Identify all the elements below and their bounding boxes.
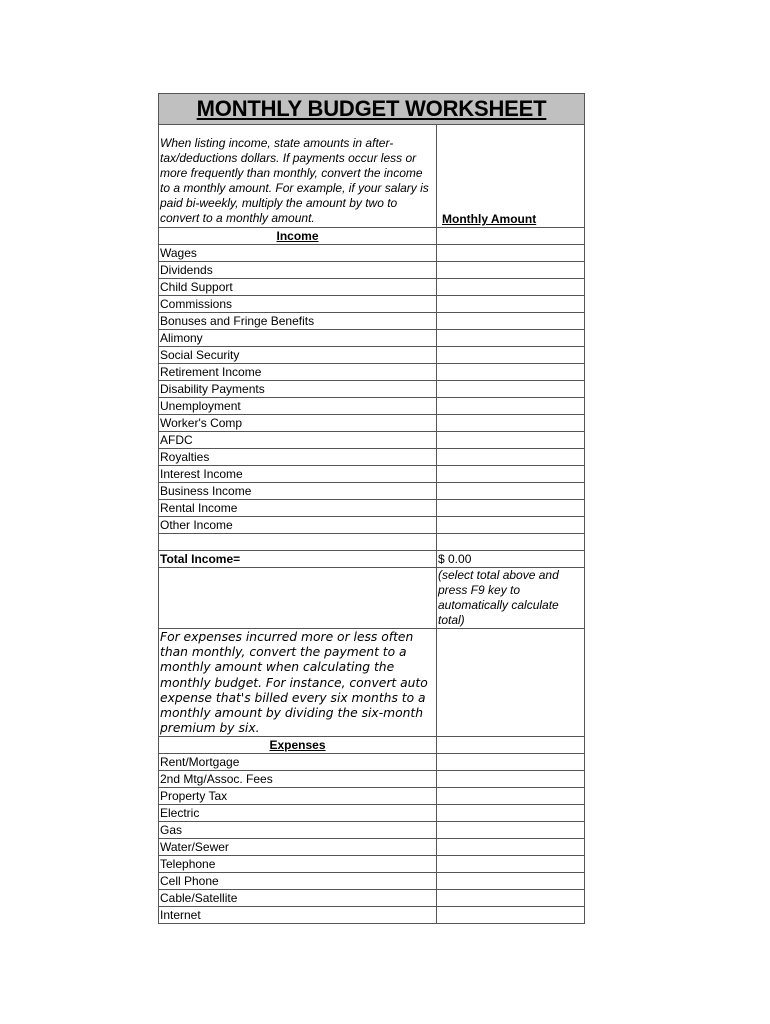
expenses-row-cell-phone [159, 873, 584, 890]
income-amount-cell[interactable] [437, 313, 584, 329]
expenses-row-gas [159, 822, 584, 839]
expenses-label: Internet [159, 907, 437, 923]
income-label: Alimony [159, 330, 437, 346]
income-label: Rental Income [159, 500, 437, 516]
intro-row [159, 125, 584, 228]
income-label: Royalties [159, 449, 437, 465]
expenses-row-water-sewer [159, 839, 584, 856]
income-label: Disability Payments [159, 381, 437, 397]
expenses-row-property-tax [159, 788, 584, 805]
income-amount-cell[interactable] [437, 415, 584, 431]
total-calc-note: (select total above and press F9 key to automatically calculate total) [438, 568, 559, 627]
income-amount-cell[interactable] [437, 483, 584, 499]
income-row-other-income [159, 517, 584, 534]
expenses-amount-cell[interactable] [437, 839, 584, 855]
expense-intro-row [159, 629, 584, 737]
expenses-label: Gas [159, 822, 437, 838]
expenses-amount-cell[interactable] [437, 907, 584, 923]
total-income-value[interactable]: $ 0.00 [438, 552, 472, 566]
income-amount-cell[interactable] [437, 245, 584, 261]
total-income-row [159, 551, 584, 568]
income-label: Other Income [159, 517, 437, 533]
income-row-dividends [159, 262, 584, 279]
income-amount-cell[interactable] [437, 262, 584, 278]
expenses-label: Rent/Mortgage [159, 754, 437, 770]
income-row-unemployment [159, 398, 584, 415]
blank-amount-cell[interactable] [437, 534, 584, 550]
expenses-amount-cell[interactable] [437, 771, 584, 787]
income-label: Retirement Income [159, 364, 437, 380]
income-instructions: When listing income, state amounts in after-tax/deductions dollars. If payments occur less or more frequently than monthly, convert the income to a monthly amount. For example, if your salary is paid bi-weekly, multiply the amount by two to convert to a monthly amount. [159, 125, 437, 227]
income-label: Commissions [159, 296, 437, 312]
expenses-amount-cell[interactable] [437, 805, 584, 821]
expenses-amount-cell[interactable] [437, 856, 584, 872]
income-label: Wages [159, 245, 437, 261]
income-amount-cell[interactable] [437, 449, 584, 465]
expenses-row-telephone [159, 856, 584, 873]
income-row-afdc [159, 432, 584, 449]
expenses-row-2nd-mtg-assoc-fees [159, 771, 584, 788]
expenses-amount-cell[interactable] [437, 822, 584, 838]
budget-worksheet-table [158, 93, 585, 924]
income-amount-cell[interactable] [437, 432, 584, 448]
income-row-worker-s-comp [159, 415, 584, 432]
income-amount-cell[interactable] [437, 330, 584, 346]
expenses-label: Water/Sewer [159, 839, 437, 855]
expenses-amount-cell[interactable] [437, 890, 584, 906]
expense-intro-amount-cell[interactable] [437, 629, 584, 736]
note-blank-cell[interactable] [159, 568, 437, 628]
expenses-section-row [159, 737, 584, 754]
expense-instructions: For expenses incurred more or less often than monthly, convert the payment to a monthly amount when calculating the monthly budget. For instance, convert auto expense that's billed every six months to a monthly amount by dividing the six-month premium by six. [159, 629, 437, 736]
expenses-row-electric [159, 805, 584, 822]
amount-column-header-cell [437, 125, 584, 227]
expenses-amount-cell[interactable] [437, 873, 584, 889]
expenses-label: 2nd Mtg/Assoc. Fees [159, 771, 437, 787]
expenses-row-internet [159, 907, 584, 923]
income-row-royalties [159, 449, 584, 466]
income-amount-cell[interactable] [437, 500, 584, 516]
income-row-alimony [159, 330, 584, 347]
income-row-wages [159, 245, 584, 262]
blank-label-cell[interactable] [159, 534, 437, 550]
expenses-label: Telephone [159, 856, 437, 872]
income-label: Bonuses and Fringe Benefits [159, 313, 437, 329]
expenses-section-header: Expenses [159, 737, 437, 753]
income-row-interest-income [159, 466, 584, 483]
blank-row [159, 534, 584, 551]
income-amount-cell[interactable] [437, 347, 584, 363]
income-row-retirement-income [159, 364, 584, 381]
expenses-label: Electric [159, 805, 437, 821]
income-amount-cell[interactable] [437, 381, 584, 397]
income-label: Dividends [159, 262, 437, 278]
income-section-row [159, 228, 584, 245]
income-label: Worker's Comp [159, 415, 437, 431]
expenses-label: Property Tax [159, 788, 437, 804]
income-header-amount-cell[interactable] [437, 228, 584, 244]
income-row-bonuses-and-fringe-benefits [159, 313, 584, 330]
income-label: AFDC [159, 432, 437, 448]
income-row-child-support [159, 279, 584, 296]
expenses-row-rent-mortgage [159, 754, 584, 771]
income-label: Business Income [159, 483, 437, 499]
total-note-row [159, 568, 584, 629]
income-amount-cell[interactable] [437, 398, 584, 414]
income-row-commissions [159, 296, 584, 313]
income-amount-cell[interactable] [437, 279, 584, 295]
income-amount-cell[interactable] [437, 296, 584, 312]
income-amount-cell[interactable] [437, 466, 584, 482]
income-section-header: Income [159, 228, 437, 244]
expenses-amount-cell[interactable] [437, 754, 584, 770]
expenses-label: Cell Phone [159, 873, 437, 889]
expenses-row-cable-satellite [159, 890, 584, 907]
income-row-disability-payments [159, 381, 584, 398]
expenses-label: Cable/Satellite [159, 890, 437, 906]
income-row-business-income [159, 483, 584, 500]
income-label: Interest Income [159, 466, 437, 482]
income-row-social-security [159, 347, 584, 364]
worksheet-title: MONTHLY BUDGET WORKSHEET [159, 94, 584, 125]
expenses-amount-cell[interactable] [437, 788, 584, 804]
monthly-amount-header: Monthly Amount [442, 212, 537, 226]
income-label: Social Security [159, 347, 437, 363]
income-row-rental-income [159, 500, 584, 517]
total-income-label: Total Income= [159, 551, 437, 567]
income-label: Unemployment [159, 398, 437, 414]
income-label: Child Support [159, 279, 437, 295]
expenses-header-amount-cell[interactable] [437, 737, 584, 753]
income-amount-cell[interactable] [437, 517, 584, 533]
income-amount-cell[interactable] [437, 364, 584, 380]
